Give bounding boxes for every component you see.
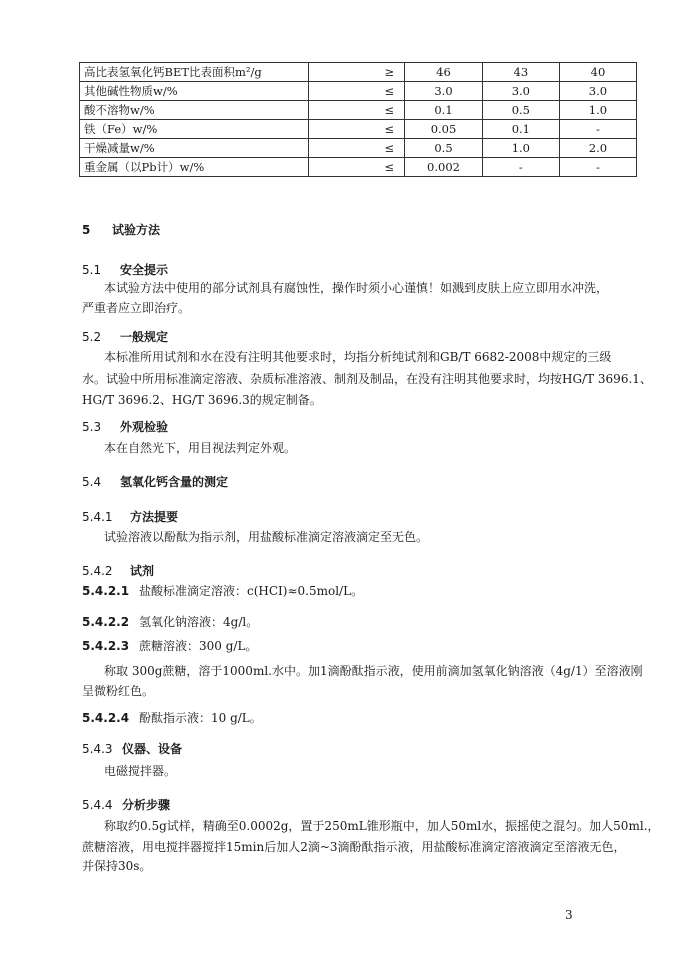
value-cell: - — [559, 158, 636, 177]
section-heading — [82, 328, 168, 345]
section-number: 5.4 — [82, 475, 102, 489]
paragraph-line: 并保持30s。 — [82, 859, 152, 873]
paragraph-line: 本试验方法中使用的部分试剂具有腐蚀性，操作时须小心谨慎！如溅到皮肤上应立即用水冲洗， — [104, 281, 609, 295]
clause-number: 5.4.2.1 — [82, 584, 130, 598]
clause-line — [82, 707, 262, 729]
section-title: 安全提示 — [120, 263, 169, 277]
section-number: 5.3 — [82, 420, 102, 434]
operator: ≤ — [308, 82, 404, 101]
item-name: 酸不溶物w/% — [80, 101, 309, 120]
clause-text: 蔗糖溶液：300 g/L。 — [139, 639, 258, 653]
paragraph-line: 试验溶液以酚酞为指示剂，用盐酸标准滴定溶液滴定至无色。 — [104, 530, 429, 544]
operator: ≤ — [308, 120, 404, 139]
section-number: 5.4.1 — [82, 510, 113, 524]
section-heading — [82, 740, 182, 757]
clause-line — [82, 580, 363, 602]
paragraph-line: 水。试验中所用标准滴定溶液、杂质标准溶液、制剂及制品，在没有注明其他要求时，均按HG/T 3696.1、 — [82, 372, 652, 386]
section-number: 5.4.4 — [82, 798, 113, 812]
value-cell: 3.0 — [482, 82, 559, 101]
page-number: 3 — [565, 908, 573, 922]
paragraph-line: 本在自然光下，用目视法判定外观。 — [104, 441, 297, 455]
paragraph-line: 呈微粉红色。 — [82, 684, 155, 698]
item-name: 铁（Fe）w/% — [80, 120, 309, 139]
clause-text: 氢氧化钠溶液：4g/l。 — [139, 615, 259, 629]
clause-line — [82, 611, 258, 633]
section-heading — [82, 562, 154, 579]
value-cell: 1.0 — [482, 139, 559, 158]
section-heading — [82, 473, 228, 490]
value-cell: 0.05 — [405, 120, 483, 139]
section-heading — [82, 221, 160, 238]
value-cell: 0.002 — [405, 158, 483, 177]
clause-number: 5.4.2.3 — [82, 639, 130, 653]
spec-table — [79, 62, 637, 177]
section-title: 外观检验 — [120, 420, 169, 434]
section-heading — [82, 418, 168, 435]
operator: ≤ — [308, 139, 404, 158]
item-name: 高比表氢氧化钙BET比表面积m²/g — [80, 63, 309, 82]
table-row — [80, 139, 637, 158]
value-cell: - — [482, 158, 559, 177]
value-cell: 1.0 — [559, 101, 636, 120]
clause-text: 盐酸标准滴定溶液：c(HCI)≈0.5mol/L。 — [139, 584, 364, 598]
item-name: 重金属（以Pb计）w/% — [80, 158, 309, 177]
value-cell: 0.5 — [405, 139, 483, 158]
section-title: 仪器、设备 — [122, 742, 183, 756]
section-title: 氢氧化钙含量的测定 — [120, 475, 229, 489]
paragraph-line: 蔗糖溶液，用电搅拌器搅拌15min后加人2滴~3滴酚酞指示液，用盐酸标准滴定溶液滴定至溶液无色， — [82, 840, 626, 854]
section-number: 5.2 — [82, 330, 102, 344]
item-name: 干燥减量w/% — [80, 139, 309, 158]
value-cell: 0.1 — [405, 101, 483, 120]
section-title: 方法提要 — [130, 510, 179, 524]
value-cell: 3.0 — [559, 82, 636, 101]
section-title: 分析步骤 — [122, 798, 171, 812]
operator: ≤ — [308, 101, 404, 120]
item-name: 其他碱性物质w/% — [80, 82, 309, 101]
section-number: 5 — [82, 223, 91, 237]
paragraph-line: 本标准所用试剂和水在没有注明其他要求时，均指分析纯试剂和GB/T 6682-2008中规定的三级 — [104, 350, 612, 364]
value-cell: 0.1 — [482, 120, 559, 139]
section-title: 一般规定 — [120, 330, 169, 344]
section-number: 5.4.3 — [82, 742, 113, 756]
value-cell: 3.0 — [405, 82, 483, 101]
paragraph-line: 电磁搅拌器。 — [104, 764, 177, 778]
clause-line — [82, 635, 257, 657]
section-number: 5.1 — [82, 263, 102, 277]
section-title: 试验方法 — [112, 223, 161, 237]
table-row — [80, 101, 637, 120]
table-row — [80, 63, 637, 82]
clause-number: 5.4.2.4 — [82, 711, 130, 725]
table-row — [80, 82, 637, 101]
value-cell: - — [559, 120, 636, 139]
table-row — [80, 120, 637, 139]
value-cell: 2.0 — [559, 139, 636, 158]
value-cell: 46 — [405, 63, 483, 82]
paragraph-line: 严重者应立即治疗。 — [82, 301, 191, 315]
section-number: 5.4.2 — [82, 564, 113, 578]
value-cell: 40 — [559, 63, 636, 82]
clause-text: 酚酞指示液：10 g/L。 — [139, 711, 262, 725]
value-cell: 0.5 — [482, 101, 559, 120]
section-heading — [82, 796, 170, 813]
paragraph-line: 称取 300g蔗糖，溶于1000ml.水中。加1滴酚酞指示液，使用前滴加氢氧化钠溶液（4g/1）至溶液刚 — [104, 664, 643, 678]
section-title: 试剂 — [130, 564, 155, 578]
clause-number: 5.4.2.2 — [82, 615, 130, 629]
section-heading — [82, 508, 178, 525]
paragraph-line: HG/T 3696.2、HG/T 3696.3的规定制备。 — [82, 393, 322, 407]
section-heading — [82, 261, 168, 278]
value-cell: 43 — [482, 63, 559, 82]
operator: ≤ — [308, 158, 404, 177]
operator: ≥ — [308, 63, 404, 82]
paragraph-line: 称取约0.5g试样，精确至0.0002g，置于250mL锥形瓶中，加人50ml水，振摇使之混匀。加人50ml.， — [104, 819, 660, 833]
table-row — [80, 158, 637, 177]
